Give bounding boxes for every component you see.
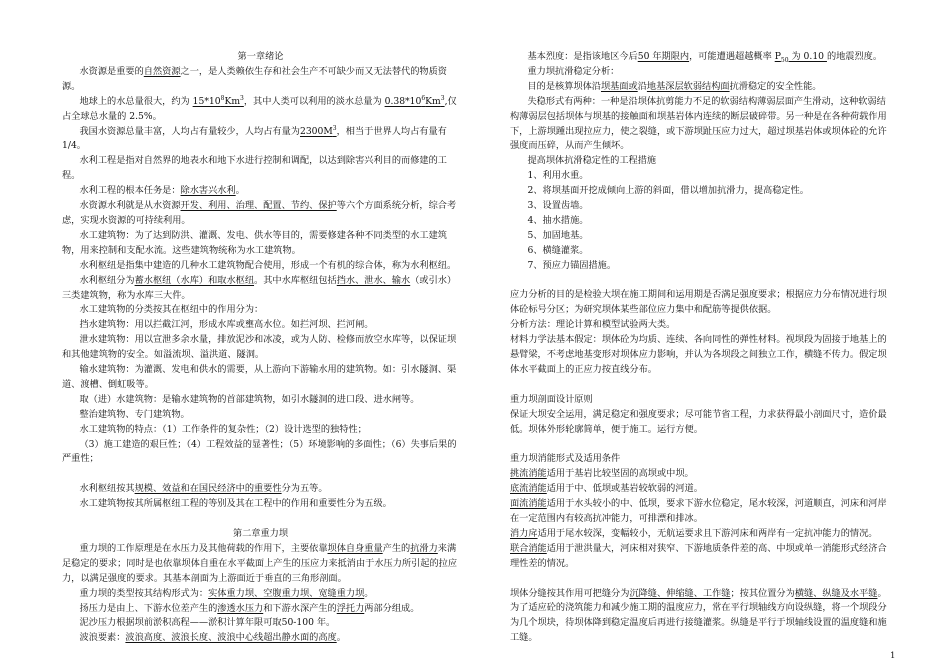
paragraph: 水利枢纽是指集中建造的几种水工建筑物配合使用，形成一个有机的综合体，称为水利枢纽。 [79, 259, 457, 271]
paragraph: 重力坝抗滑稳定分析： [527, 65, 620, 77]
paragraph: 消力戽适用于尾水较深，变幅较小，无航运要求且下游河床和两岸有一定抗冲能力的情况。 [510, 527, 878, 539]
paragraph: 水利枢纽分为蓄水枢纽（水库）和取水枢纽。其中水库枢纽包括挡水、泄水、输水（或引水）三类建筑物，称为水库三大件。 [62, 274, 457, 301]
paragraph: 基本烈度：是指该地区今后50 年期限内，可能遭遇超越概率 $P_{50}$ 为 0.10 的地震烈度。 [527, 51, 883, 64]
chapter-2-title: 第二章重力坝 [232, 527, 289, 539]
paragraph: 挑流消能适用于基岩比较坚固的高坝或中坝。 [510, 468, 694, 480]
paragraph: 为了适应砼的浇筑能力和减少施工期的温度应力，常在平行坝轴线方向设纵缝，将一个坝段分为几个坝块，待坝体降到稳定温度后再进行接缝灌浆。纵缝是平行于坝轴线设置的温度缝和施工缝。 [510, 602, 887, 644]
right-column [510, 0, 888, 646]
paragraph: 联合消能适用于泄洪量大，河床相对狭窄、下游地质条件差的高、中坝或单一消能形式经济合理性差的情况。 [510, 542, 887, 569]
paragraph: 整治建筑物、专门建筑物。 [79, 408, 190, 420]
paragraph: 分析方法：理论计算和模型试验两大类。 [510, 319, 676, 331]
section-heading: 重力坝消能形式及适用条件 [510, 453, 621, 465]
paragraph: 应力分析的目的是检验大坝在施工期间和运用期是否满足强度要求；根据应力分布情况进行坝体砼标号分区；为研究坝体某些部位应力集中和配筋等提供依据。 [510, 289, 887, 316]
paragraph: 失稳形式有两种：一种是沿坝体抗剪能力不足的软弱结构薄弱层面产生滑动，这种软弱结构薄弱层包括坝体与坝基的接触面和坝基岩体内连续的断层破碎带。另一种是在各种荷载作用下，上游坝踵出现拉应力，使之裂缝，或下游坝趾压应力过大，超过坝基岩体或坝体砼的允许强度而压碎，从而产生倾坏。 [510, 95, 887, 152]
paragraph: 水工建筑物按其所属枢纽工程的等别及其在工程中的作用和重要性分为五级。 [79, 498, 392, 510]
paragraph: 重力坝的工作原理是在水压力及其他荷载的作用下，主要依靠坝体自身重量产生的抗滑力来满足稳定的要求；同时是也依靠坝体自重在水平截面上产生的压应力来抵消由于水压力所引起的拉应力，以满足强度的要求。其基本剖面为上游面近于垂直的三角形剖面。 [62, 542, 458, 584]
paragraph: 提高坝体抗滑稳定性的工程措施 [527, 155, 657, 167]
paragraph: 水资源水利就是从水资源开发、利用、治理、配置、节约、保护等六个方面系统分析，综合考虑，实现水资源的可持续利用。 [62, 200, 457, 226]
list-item: 2、将坝基面开挖成倾向上游的斜面，借以增加抗滑力，提高稳定性。 [527, 185, 809, 197]
paragraph: 波浪要素：波浪高度、波浪长度、波浪中心线超出静水面的高度。 [79, 632, 346, 644]
list-item: 5、加固地基。 [527, 229, 589, 241]
page-number: 1 [890, 651, 896, 661]
paragraph: 泄水建筑物：用以宣泄多余水量，排放泥沙和冰凌，或为人防、检修而放空水库等，以保证坝和其他建筑物的安全。如溢流坝、溢洪道、隧洞。 [62, 334, 457, 361]
paragraph: 输水建筑物：为灌溉、发电和供水的需要，从上游向下游输水用的建筑物。如：引水隧洞、渠道、渡槽、倒虹吸等。 [62, 364, 457, 390]
paragraph: 材料力学法基本假定：坝体砼为均质、连续、各向同性的弹性材料。视坝段为固接于地基上的悬臂梁，不考虑地基变形对坝体应力影响，并认为各坝段之间独立工作，横缝不传力。假定坝体水平截面上的正应力按直线分布。 [510, 334, 887, 376]
paragraph: 坝体分缝按其作用可把缝分为沉降缝、伸缩缝、工作缝；按其位置分为横缝、纵缝及水平缝。 [510, 587, 887, 599]
list-item: 6、横缝灌浆。 [527, 244, 589, 256]
paragraph: 取（进）水建筑物：是输水建筑物的首部建筑物，如引水隧洞的进口段、进水闸等。 [79, 393, 420, 405]
section-heading: 重力坝剖面设计原则 [510, 393, 593, 405]
paragraph: 水工建筑物的分类按其在枢纽中的作用分为： [79, 304, 264, 316]
paragraph: 泥沙压力根据坝前淤积高程——淤积计算年限可取50-100 年。 [79, 617, 336, 629]
paragraph: 水资源是重要的自然资源之一，是人类赖依生存和社会生产不可缺少而又无法替代的物质资源。 [62, 65, 447, 92]
paragraph: 水利工程的根本任务是：除水害兴水利。 [79, 185, 245, 197]
paragraph: 我国水资源总量丰富，人均占有量较少，人均占有量为$2300M^3$，相当于世界人均占有量有1/4。 [62, 124, 447, 152]
paragraph: 目的是核算坝体沿坝基面或沿地基深层软弱结构面抗滑稳定的安全性能。 [527, 80, 822, 92]
left-column [62, 0, 459, 646]
paragraph: 水工建筑物的特点：（1）工作条件的复杂性；（2）设计选型的独特性； [79, 423, 367, 435]
paragraph: 底流消能适用于中、低坝或基岩较软弱的河道。 [510, 483, 703, 495]
paragraph: 重力坝的类型按其结构形式为：实体重力坝、空腹重力坝、宽缝重力坝。 [79, 587, 374, 599]
list-item: 4、抽水措施。 [527, 214, 589, 226]
paragraph: 扬压力是由上、下游水位差产生的渗透水压力和下游水深产生的浮托力两部分组成。 [79, 602, 420, 614]
paragraph: 水利枢纽按其规模、效益和在国民经济中的重要性分为五等。 [79, 483, 328, 495]
paragraph: 保证大坝安全运用，满足稳定和强度要求；尽可能节省工程，力求获得最小剖面尺寸，造价最低。坝体外形轮廓简单，便于施工。运行方便。 [510, 408, 887, 435]
chapter-1-title: 第一章绪论 [237, 51, 284, 62]
paragraph: 地球上的水总量很大，约为 $15*10^8Km^3$，其中人类可以利用的淡水总量为 $0.38*10^6Km^3$,仅占全球总水量的 2.5%。 [62, 94, 457, 122]
list-item: 1、利用水重。 [527, 170, 589, 182]
paragraph: （3）施工建造的艰巨性；（4）工程效益的显著性；（5）环境影响的多面性；（6）失事后果的严重性； [62, 438, 457, 465]
paragraph: 面流消能适用于水头较小的中、低坝，要求下游水位稳定，尾水较深，河道顺直，河床和河岸在一定范围内有较高抗冲能力，可排漂和排冰。 [510, 498, 887, 525]
list-item: 3、设置齿墙。 [527, 200, 589, 212]
paragraph: 水利工程是指对自然界的地表水和地下水进行控制和调配，以达到除害兴利目的而修建的工程。 [62, 155, 447, 182]
list-item: 7、预应力锚固措施。 [527, 259, 617, 271]
paragraph: 水工建筑物：为了达到防洪、灌溉、发电、供水等目的，需要修建各种不同类型的水工建筑物，用来控制和支配水流。这些建筑物统称为水工建筑物。 [62, 229, 447, 256]
paragraph: 挡水建筑物：用以拦截江河，形成水库或壅高水位。如拦河坝、拦河闸。 [79, 319, 374, 331]
